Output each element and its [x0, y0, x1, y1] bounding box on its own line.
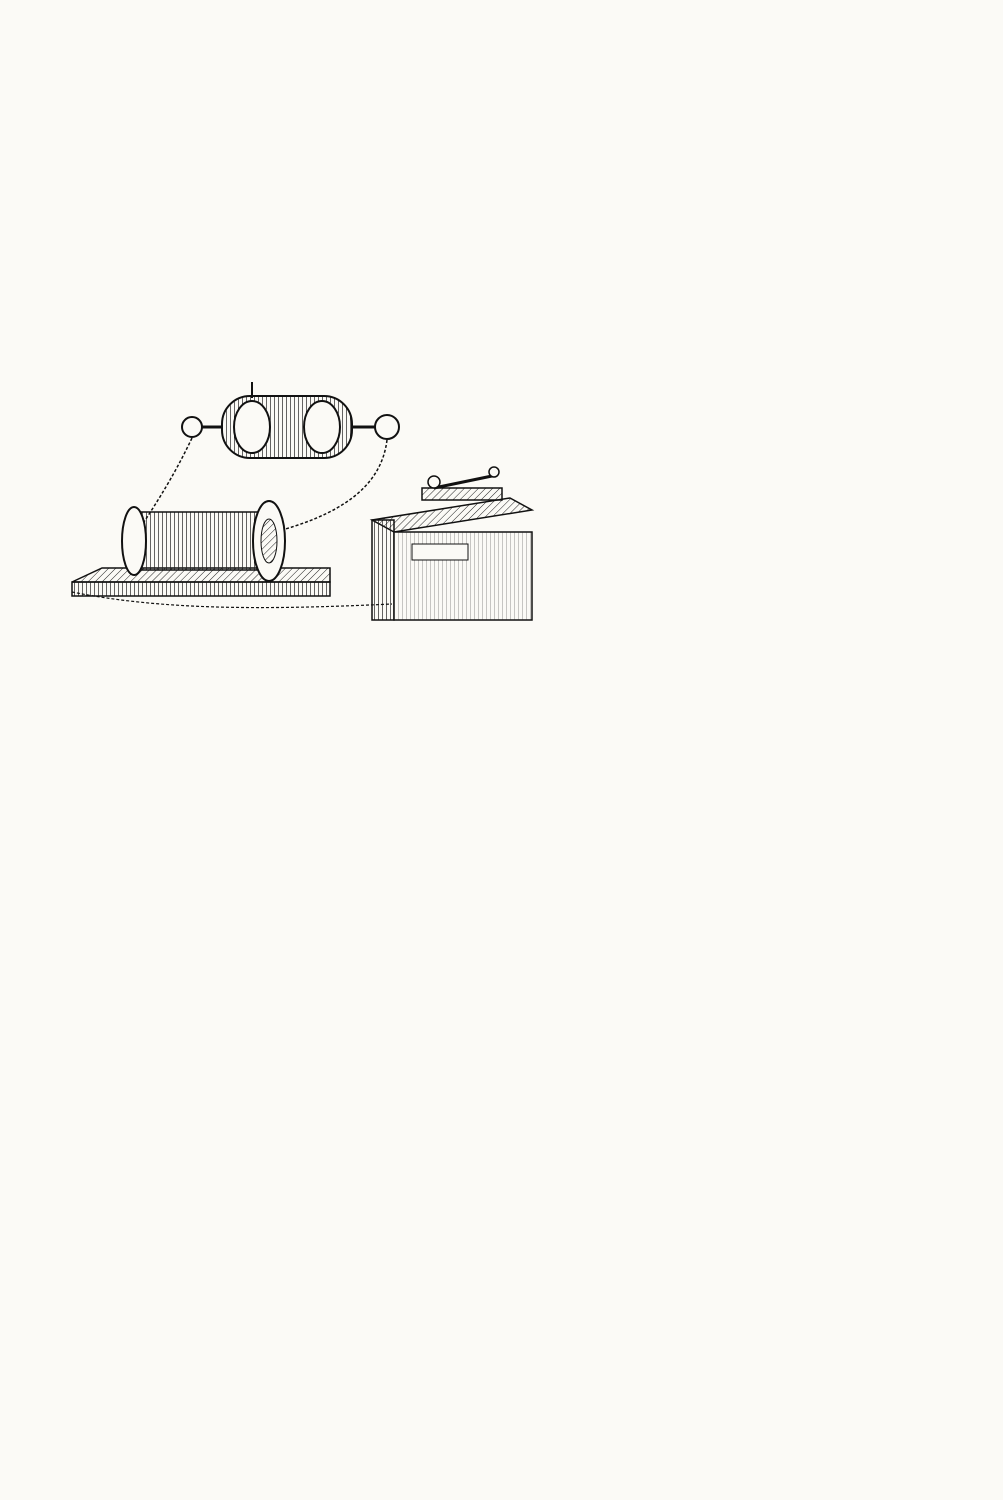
spark-gap — [182, 382, 399, 458]
base-board — [72, 568, 330, 596]
figure-93 — [62, 360, 558, 660]
hertz-apparatus-illustration — [62, 360, 558, 630]
morse-key — [422, 467, 502, 500]
battery-box — [372, 498, 532, 620]
ruhmkorff-coil — [122, 501, 285, 581]
